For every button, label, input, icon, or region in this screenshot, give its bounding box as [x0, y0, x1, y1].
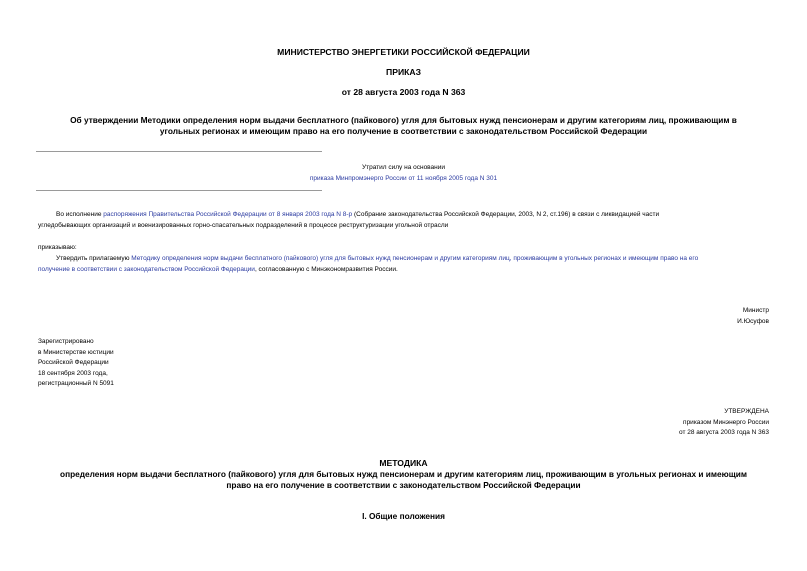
ministry-heading: МИНИСТЕРСТВО ЭНЕРГЕТИКИ РОССИЙСКОЙ ФЕДЕРАЦИИ [277, 47, 530, 57]
method-title [30, 469, 777, 491]
doc-type-heading: ПРИКАЗ [386, 67, 421, 77]
registration-line5: регистрационный N 5091 [38, 380, 114, 387]
signature-name: И.Юсуфов [737, 317, 769, 325]
status-note [30, 163, 777, 184]
preamble-line2: угледобывающих организаций и военизированных горно-спасательных подразделений в процессе реструктуризации угольной отрасли [38, 221, 449, 229]
signature-block [737, 306, 769, 327]
registration-line3: Российской Федерации [38, 359, 109, 366]
registration-block [38, 337, 114, 390]
method-title-line2: право на его получение в соответствии с законодательством Российской Федерации [226, 480, 581, 490]
divider-bottom [36, 190, 322, 191]
methodology-link-part2[interactable]: получение в соответствии с законодательством Российской Федерации [38, 265, 255, 273]
preamble-paragraph [38, 210, 770, 231]
approval-line2: приказом Минэнерго России [683, 418, 769, 426]
methodology-link-part1[interactable]: Методику определения норм выдачи бесплатного (пайкового) угля для бытовых нужд пенсионерам и другим категориям лиц, проживающим в угольных регионах и имеющим право на его [131, 255, 699, 262]
order-word: приказываю: [38, 244, 77, 251]
approval-rest: , согласованную с Минэкономразвития России. [254, 265, 398, 273]
divider-top [36, 151, 322, 152]
registration-line2: в Министерстве юстиции [38, 348, 114, 356]
preamble-prefix: Во исполнение [56, 211, 102, 218]
preamble-rest: (Собрание законодательства Российской Федерации, 2003, N 2, ст.196) в связи с ликвидацией части [354, 211, 660, 218]
section-heading: I. Общие положения [362, 511, 445, 521]
registration-line1: Зарегистрировано [38, 338, 94, 345]
approval-line1: УТВЕРЖДЕНА [724, 408, 769, 415]
doc-title [30, 115, 777, 137]
method-heading: МЕТОДИКА [379, 458, 428, 468]
signature-position: Министр [742, 307, 769, 314]
repeal-order-link[interactable]: приказа Минпромэнерго России от 11 ноября 2005 года N 301 [309, 174, 498, 182]
approval-stamp [679, 407, 769, 439]
method-title-line1: определения норм выдачи бесплатного (пайкового) угля для бытовых нужд пенсионерам и другим категориям лиц, проживающим в угольных регионах и имеющим [60, 469, 747, 479]
doc-title-line2: угольных регионах и имеющим право на его получение в соответствии с законодательством Российской Федерации [159, 126, 648, 136]
government-decree-link[interactable]: распоряжения Правительства Российской Федерации от 8 января 2003 года N 8-р [103, 211, 353, 218]
status-note-text: Утратил силу на основании [361, 164, 446, 171]
doc-title-line1: Об утверждении Методики определения норм выдачи бесплатного (пайкового) угля для бытовых нужд пенсионерам и другим категориям лиц, проживающим в [70, 115, 737, 125]
doc-date-heading: от 28 августа 2003 года N 363 [341, 87, 466, 97]
approval-paragraph [38, 254, 770, 275]
approval-line3: от 28 августа 2003 года N 363 [678, 429, 769, 436]
approval-prefix: Утвердить прилагаемую [56, 255, 130, 262]
registration-line4: 18 сентября 2003 года, [38, 369, 108, 377]
